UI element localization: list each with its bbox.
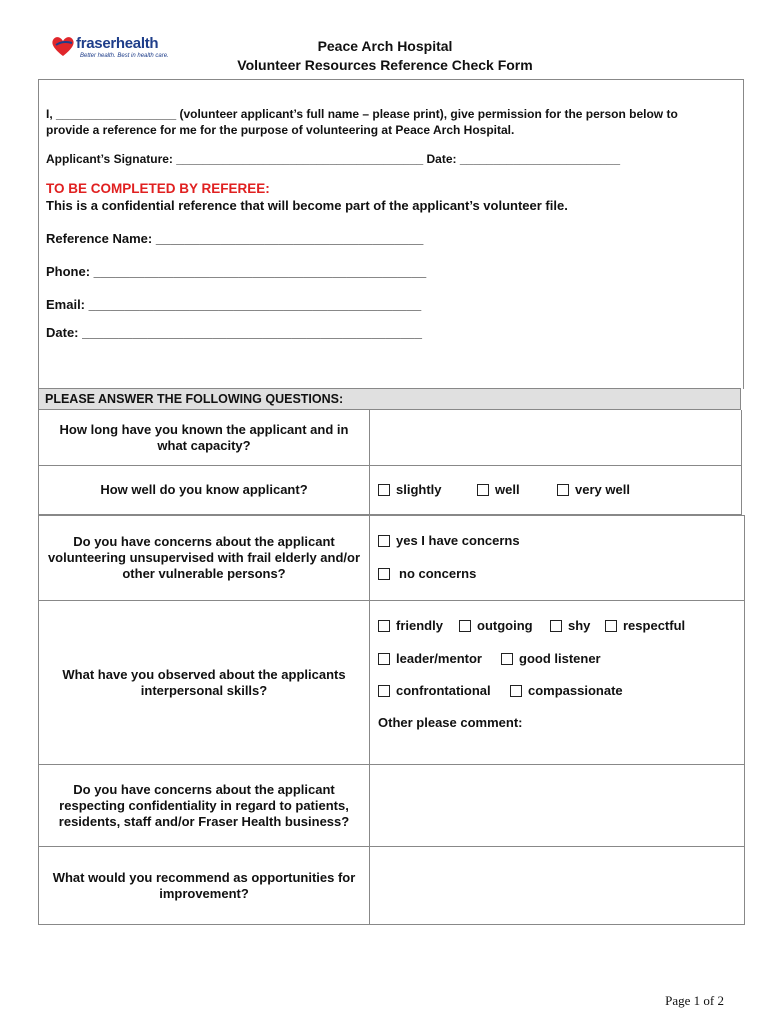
permission-line-2: provide a reference for me for the purpose of volunteering at Peace Arch Hospital. xyxy=(46,123,515,137)
question-text: How well do you know applicant? xyxy=(39,466,370,514)
checkbox-icon xyxy=(378,620,390,632)
referee-heading: TO BE COMPLETED BY REFEREE: xyxy=(46,181,270,196)
question-text: Do you have concerns about the applicant respecting confidentiality in regard to patients, residents, staff and/or Fraser Health business? xyxy=(39,765,370,846)
applicant-signature-field[interactable]: Applicant’s Signature: _____________________________________ Date: ________________________ xyxy=(46,152,621,166)
checkbox-icon xyxy=(459,620,471,632)
option-slightly[interactable]: slightly xyxy=(378,482,442,497)
option-well[interactable]: well xyxy=(477,482,520,497)
question-text: Do you have concerns about the applicant volunteering unsupervised with frail elderly and/or other vulnerable persons? xyxy=(39,516,370,600)
confidential-note: This is a confidential reference that will become part of the applicant’s volunteer file. xyxy=(46,198,568,213)
option-leader-mentor[interactable]: leader/mentor xyxy=(378,651,482,666)
option-respectful[interactable]: respectful xyxy=(605,618,685,633)
question-row xyxy=(38,515,745,601)
email-field[interactable]: Email: ______________________________________________ xyxy=(46,297,422,312)
question-row xyxy=(38,410,742,466)
option-no-concerns[interactable]: no concerns xyxy=(378,566,476,581)
question-row xyxy=(38,847,745,925)
checkbox-icon xyxy=(378,653,390,665)
page-number: Page 1 of 2 xyxy=(665,993,724,1008)
checkbox-icon xyxy=(557,484,569,496)
option-yes-concerns[interactable]: yes I have concerns xyxy=(378,533,520,548)
option-outgoing[interactable]: outgoing xyxy=(459,618,533,633)
option-friendly[interactable]: friendly xyxy=(378,618,443,633)
checkbox-icon xyxy=(477,484,489,496)
checkbox-icon xyxy=(501,653,513,665)
date-field[interactable]: Date: _______________________________________________ xyxy=(46,325,422,340)
question-row xyxy=(38,601,745,765)
checkbox-icon xyxy=(378,484,390,496)
other-comment-label[interactable]: Other please comment: xyxy=(378,715,523,730)
form-title-hospital: Peace Arch Hospital xyxy=(317,38,453,54)
form-title: Volunteer Resources Reference Check Form xyxy=(237,57,533,73)
option-good-listener[interactable]: good listener xyxy=(501,651,601,666)
option-confrontational[interactable]: confrontational xyxy=(378,683,491,698)
permission-line-1: I, __________________ (volunteer applicant’s full name – please print), give permission for the person below to xyxy=(46,107,678,121)
question-text: How long have you known the applicant and in what capacity? xyxy=(39,410,370,465)
reference-name-field[interactable]: Reference Name: _____________________________________ xyxy=(46,231,424,246)
checkbox-icon xyxy=(605,620,617,632)
option-shy[interactable]: shy xyxy=(550,618,590,633)
checkbox-icon xyxy=(378,568,390,580)
phone-field[interactable]: Phone: ______________________________________________ xyxy=(46,264,427,279)
checkbox-icon xyxy=(378,535,390,547)
checkbox-icon xyxy=(378,685,390,697)
question-row xyxy=(38,466,742,515)
checkbox-icon xyxy=(510,685,522,697)
question-text: What would you recommend as opportunities for improvement? xyxy=(39,847,370,924)
question-row xyxy=(38,765,745,847)
question-text: What have you observed about the applicants interpersonal skills? xyxy=(39,601,370,764)
option-very-well[interactable]: very well xyxy=(557,482,630,497)
questions-heading: PLEASE ANSWER THE FOLLOWING QUESTIONS: xyxy=(38,388,741,410)
logo-tagline: Better health. Best in health care. xyxy=(80,53,169,59)
logo-wordmark: fraserhealth xyxy=(76,35,159,52)
checkbox-icon xyxy=(550,620,562,632)
option-compassionate[interactable]: compassionate xyxy=(510,683,623,698)
